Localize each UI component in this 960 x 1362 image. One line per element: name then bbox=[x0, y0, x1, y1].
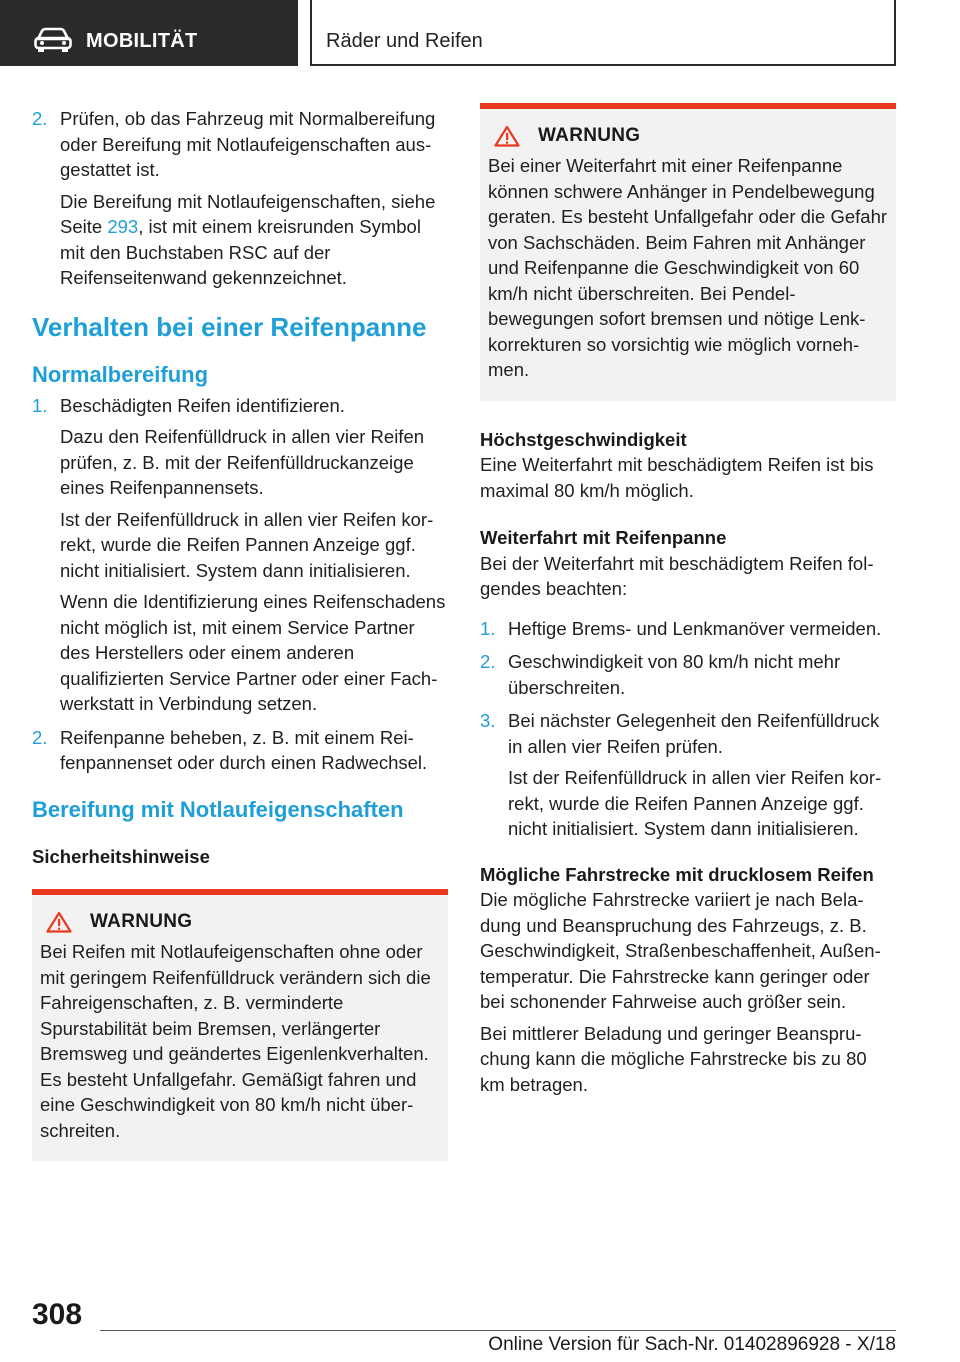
warning-title: WARNUNG bbox=[538, 125, 641, 146]
paragraph: Dazu den Reifenfülldruck in allen vier Reifen prüfen, z. B. mit der Reifenfülldruckanzeige eines Reifenpannensets. bbox=[60, 426, 425, 498]
page-link[interactable]: 293 bbox=[107, 216, 139, 237]
paragraph: Ist der Reifenfülldruck in allen vier Reifen korrekt, wurde die Reifen Pannen Anzeige ggf. nicht initialisiert. System dann initialisieren. bbox=[508, 767, 882, 839]
paragraph: Beschädigten Reifen identifizieren. bbox=[60, 394, 345, 416]
warning-triangle-icon bbox=[46, 911, 72, 933]
car-icon bbox=[34, 27, 72, 53]
heading-normalbereifung: Normalbereifung bbox=[32, 361, 209, 387]
list-number: 2. bbox=[32, 108, 48, 129]
warning-box bbox=[480, 103, 896, 401]
warning-box bbox=[32, 889, 448, 1161]
list-item bbox=[32, 106, 448, 291]
paragraph: Prüfen, ob das Fahrzeug mit Normalbereifung oder Bereifung mit Notlaufeigenschaften ausgestattet ist. bbox=[60, 108, 436, 180]
list-number: 1. bbox=[480, 617, 496, 639]
heading-weiterfahrt: Weiterfahrt mit Reifenpanne bbox=[480, 527, 727, 548]
warning-text: Bei Reifen mit Notlaufeigenschaften ohne oder mit geringem Reifenfülldruck verändern sich die Fahreigenschaften, z. B. verminderte Spurstabilität beim Bremsen, verlängerter Bremsweg und geändertes Eigenlenkverhalten. Es besteht Unfallgefahr. Gemäßigt fahren und eine Geschwindigkeit von 80 km/h nicht überschreiten. bbox=[40, 941, 431, 1141]
heading-fahrstrecke: Mögliche Fahrstrecke mit drucklosem Reifen bbox=[480, 863, 874, 885]
list-item bbox=[32, 725, 448, 776]
paragraph: Ist der Reifenfülldruck in allen vier Reifen korrekt, wurde die Reifen Pannen Anzeige ggf. nicht initialisiert. System dann initialisieren. bbox=[60, 508, 434, 581]
warning-triangle-icon bbox=[494, 125, 520, 147]
right-column bbox=[480, 103, 896, 1097]
text: , ist mit einem kreisrunden Symbol mit den Buchstaben RSC auf der Reifenseitenwand gekennzeichnet. bbox=[60, 216, 421, 288]
footer-divider bbox=[100, 1330, 896, 1331]
paragraph bbox=[60, 189, 448, 291]
paragraph: Wenn die Identifizierung eines Reifenschadens nicht möglich ist, mit einem Service Partner des Herstellers oder einem anderen qualifizierten Service Partner oder einer Fachwerkstatt in Verbindung setzen. bbox=[60, 591, 446, 714]
list-item bbox=[480, 708, 896, 842]
paragraph: Bei der Weiterfahrt mit beschädigtem Reifen folgendes beachten: bbox=[480, 552, 874, 599]
paragraph: Bei mittlerer Beladung und geringer Beanspruchung kann die mögliche Fahrstrecke bis zu 80 km betragen. bbox=[480, 1022, 867, 1095]
chapter-tab bbox=[310, 0, 896, 66]
paragraph: Die mögliche Fahrstrecke variiert je nach Beladung und Beanspruchung des Fahrzeugs, z. B. Geschwindigkeit, Straßenbeschaffenheit, Außentemperatur. Die Fahrstrecke kann geringer oder bei schonender Fahrweise auch größer sein. bbox=[480, 889, 881, 1012]
footer-text: Online Version für Sach-Nr. 01402896928 - X/18 bbox=[488, 1334, 896, 1355]
page-header bbox=[0, 0, 960, 66]
heading-notlauf: Bereifung mit Notlaufeigenschaften bbox=[32, 796, 404, 822]
left-column bbox=[32, 106, 448, 1161]
text: Die Bereifung mit Notlaufeigenschaften, siehe Seite bbox=[60, 190, 436, 237]
list-number: 2. bbox=[480, 651, 496, 672]
warning-text: Bei einer Weiterfahrt mit einer Reifenpanne können schwere Anhänger in Pendelbewegung geraten. Es besteht Unfallgefahr oder die Gefahr von Sachschäden. Beim Fahren mit Anhänger und Reifenpanne die Geschwindigkeit von 60 km/h nicht überschreiten. Bei Pendelbewegungen sofort bremsen und nötige Lenkkorrekturen so vorsichtig wie möglich vornehmen. bbox=[488, 155, 888, 380]
warning-title: WARNUNG bbox=[90, 911, 193, 932]
list-item bbox=[480, 616, 896, 642]
chapter-title: Räder und Reifen bbox=[326, 30, 483, 52]
heading-hoechstgeschwindigkeit: Höchstgeschwindigkeit bbox=[480, 428, 687, 450]
list-number: 1. bbox=[32, 394, 48, 416]
list-number: 3. bbox=[480, 710, 496, 731]
paragraph: Geschwindigkeit von 80 km/h nicht mehr überschreiten. bbox=[508, 651, 841, 698]
section-title: MOBILITÄT bbox=[86, 30, 198, 52]
section-tab bbox=[0, 0, 298, 66]
paragraph: Heftige Brems- und Lenkmanöver vermeiden. bbox=[508, 617, 882, 639]
list-item bbox=[32, 393, 448, 717]
paragraph: Reifenpanne beheben, z. B. mit einem Reifenpannenset oder durch einen Radwechsel. bbox=[60, 726, 428, 773]
heading-sicherheitshinweise: Sicherheitshinweise bbox=[32, 845, 210, 867]
paragraph: Bei nächster Gelegenheit den Reifenfülldruck in allen vier Reifen prüfen. bbox=[508, 710, 880, 757]
page-number: 308 bbox=[32, 1298, 83, 1331]
list-number: 2. bbox=[32, 726, 48, 748]
list-item bbox=[480, 649, 896, 700]
heading-reifenpanne: Verhalten bei einer Reifenpanne bbox=[32, 311, 427, 342]
paragraph: Eine Weiterfahrt mit beschädigtem Reifen ist bis maximal 80 km/h möglich. bbox=[480, 454, 874, 501]
